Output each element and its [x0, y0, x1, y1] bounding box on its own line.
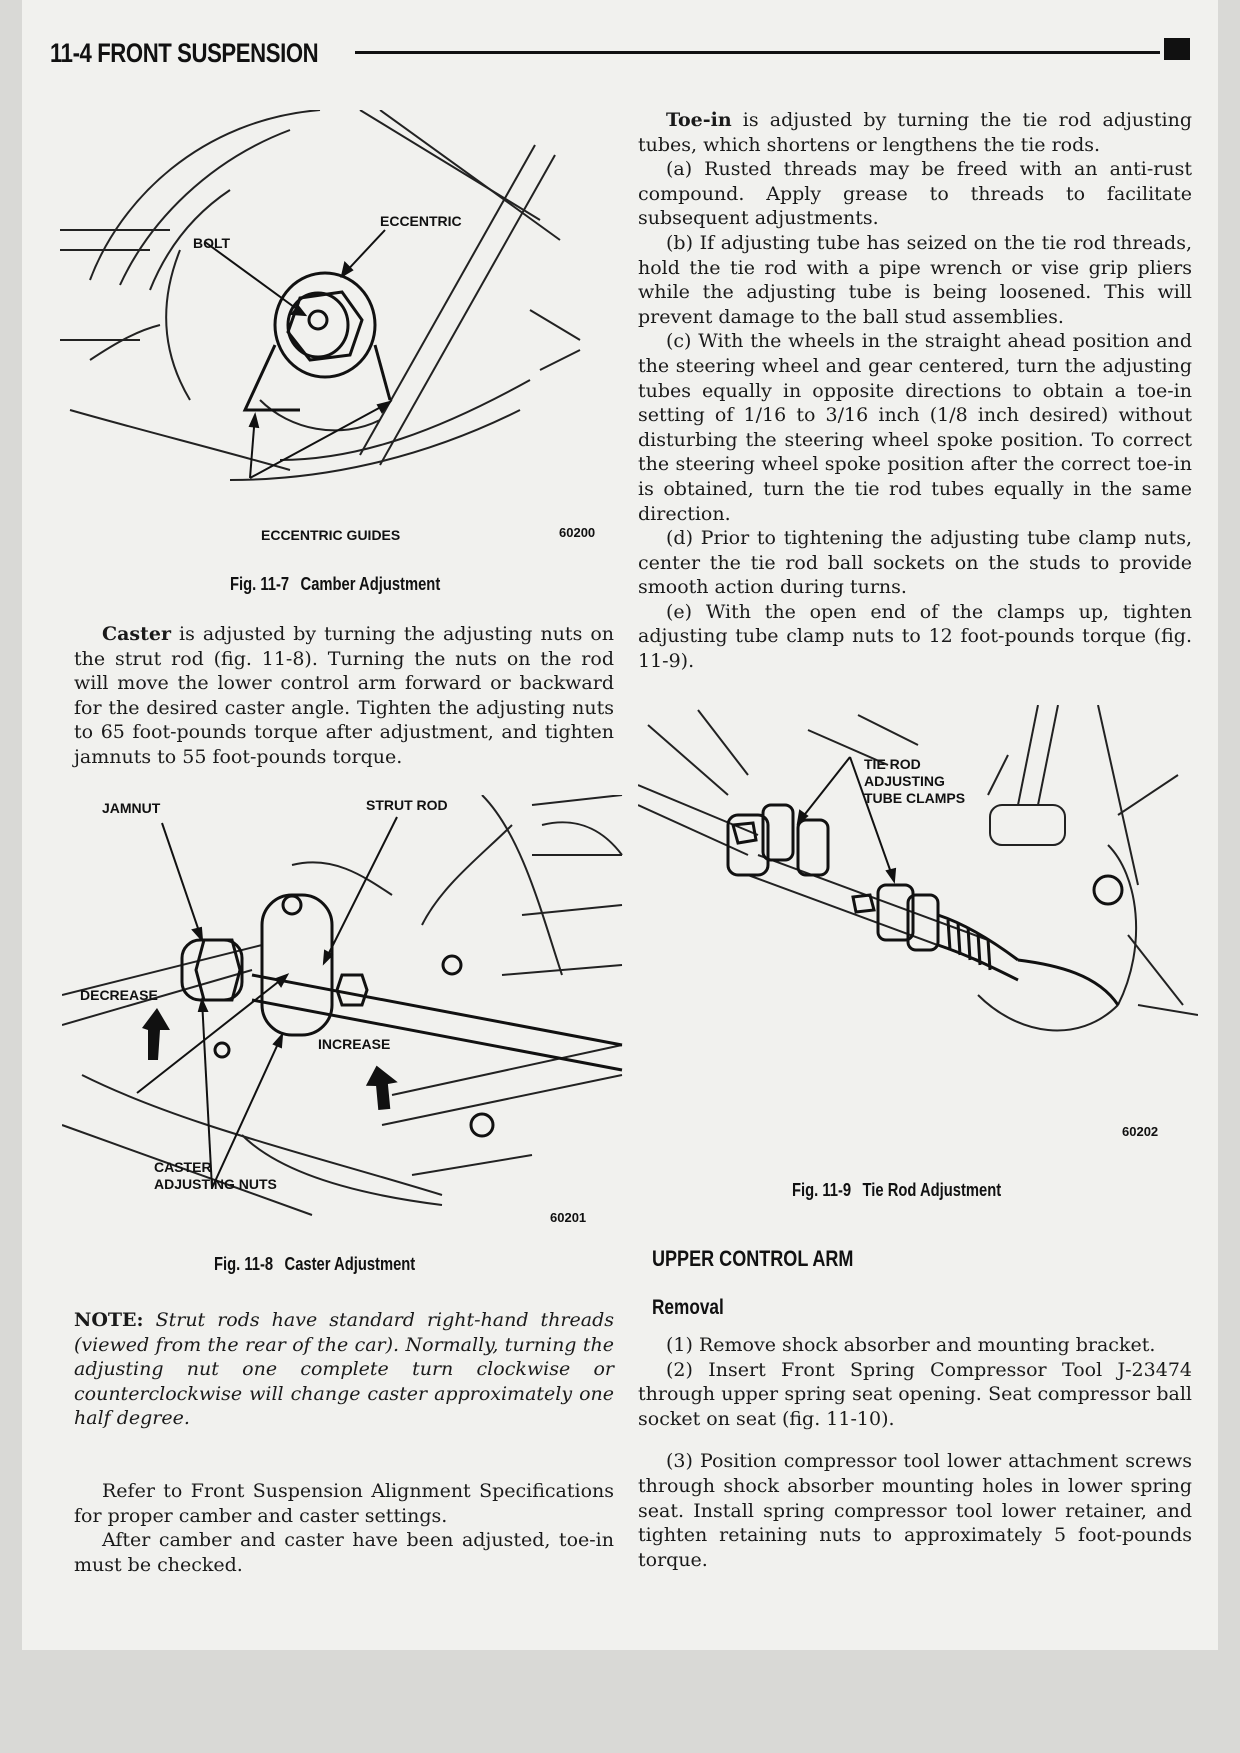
right-column-top — [638, 108, 1192, 674]
removal-step-2: (2) Insert Front Spring Compressor Tool J-23474 through upper spring seat opening. Seat compressor ball socket on seat (fig. 11-10). — [638, 1358, 1192, 1430]
step-b: (b) If adjusting tube has seized on the tie rod threads, hold the tie rod with a pipe wrench or vise grip pliers while the adjusting tube is being loosened. This will prevent damage to the ball stud assemblies. — [638, 231, 1192, 328]
note-paragraph — [74, 1308, 614, 1431]
caption-title: Tie Rod Adjustment — [862, 1180, 1002, 1200]
caption-fig-11-8 — [214, 1254, 415, 1275]
right-column-bottom — [638, 1333, 1192, 1572]
caster-text: is adjusted by turning the adjusting nuts on the strut rod (fig. 11-8). Turning the nuts on the rod will move the lower control arm forward or backward for the desired caster angle. Tighten the adjusting nuts to 65 foot-pounds torque after adjustment, and tighten jamnuts to 55 foot-pounds torque. — [74, 623, 614, 768]
removal-step-3: (3) Position compressor tool lower attachment screws through shock absorber mounting holes in lower spring seat. Install spring compressor tool lower retainer, and tighten retaining nuts to approximately 5 foot-pounds torque. — [638, 1450, 1192, 1571]
step-e: (e) With the open end of the clamps up, tighten adjusting tube clamp nuts to 12 foot-pounds torque (fig. 11-9). — [638, 600, 1192, 673]
caster-illustration — [62, 795, 632, 1235]
label-caster: CASTER — [154, 1159, 212, 1175]
step-a: (a) Rusted threads may be freed with an anti-rust compound. Apply grease to threads to facilitate subsequent adjustments. — [638, 158, 1192, 230]
page-title: 11-4 FRONT SUSPENSION — [50, 38, 319, 68]
toe-in-lead: Toe-in — [666, 109, 732, 131]
figure-11-8 — [62, 795, 632, 1235]
label-eccentric-guides: ECCENTRIC GUIDES — [261, 527, 401, 543]
caption-fig-11-7 — [230, 574, 440, 595]
caster-lead: Caster — [102, 623, 172, 645]
subheading-removal: Removal — [652, 1296, 724, 1319]
caster-paragraph — [74, 622, 614, 770]
label-bolt: BOLT — [193, 235, 231, 251]
label-adjusting-nuts: ADJUSTING NUTS — [154, 1176, 277, 1192]
toe-in-text: is adjusted by turning the tie rod adjusting tubes, which shortens or lengthens the tie rods. — [638, 109, 1192, 156]
increase-arrow-icon — [363, 1063, 402, 1113]
caption-number: Fig. 11-7 — [230, 574, 290, 594]
decrease-arrow-icon — [142, 1008, 170, 1060]
label-decrease: DECREASE — [80, 987, 158, 1003]
figure-11-7 — [60, 110, 620, 550]
section-marker-icon — [1164, 38, 1190, 60]
refer-paragraph: Refer to Front Suspension Alignment Specifications for proper camber and caster settings. — [74, 1479, 614, 1527]
left-column-top — [74, 622, 614, 770]
caption-number: Fig. 11-8 — [214, 1254, 274, 1274]
caption-title: Caster Adjustment — [284, 1254, 416, 1274]
removal-step-1: (1) Remove shock absorber and mounting bracket. — [666, 1334, 1156, 1356]
camber-illustration — [60, 110, 620, 550]
page-header — [50, 34, 1190, 74]
note-text: Strut rods have standard right-hand threads (viewed from the rear of the car). Normally, turning the adjusting nut one complete turn clockwise or counterclockwise will change caster approximately one half degree. — [74, 1309, 614, 1430]
toe-in-paragraph — [638, 108, 1192, 157]
caption-number: Fig. 11-9 — [792, 1180, 852, 1200]
figure-number-60201: 60201 — [550, 1210, 587, 1225]
figure-number-60202: 60202 — [1122, 1124, 1159, 1139]
section-heading-upper-control-arm: UPPER CONTROL ARM — [652, 1246, 854, 1271]
label-eccentric: ECCENTRIC — [380, 213, 462, 229]
figure-number-60200: 60200 — [559, 525, 596, 540]
label-increase: INCREASE — [318, 1036, 391, 1052]
manual-page — [22, 0, 1218, 1650]
caption-fig-11-9 — [792, 1180, 1001, 1201]
label-jamnut: JAMNUT — [102, 800, 161, 816]
header-rule — [355, 51, 1160, 54]
label-tie-rod: TIE ROD — [864, 756, 921, 772]
label-strut-rod: STRUT ROD — [366, 797, 448, 813]
figure-11-9 — [638, 705, 1198, 1145]
step-d: (d) Prior to tightening the adjusting tube clamp nuts, center the tie rod ball sockets on the studs to provide smooth action during turns. — [638, 527, 1192, 599]
label-adjusting: ADJUSTING — [864, 773, 945, 789]
label-tube-clamps: TUBE CLAMPS — [864, 790, 966, 806]
note-lead: NOTE: — [74, 1309, 144, 1331]
tie-rod-illustration — [638, 705, 1198, 1145]
left-column-bottom — [74, 1308, 614, 1577]
after-paragraph: After camber and caster have been adjusted, toe-in must be checked. — [74, 1529, 614, 1576]
step-c: (c) With the wheels in the straight ahead position and the steering wheel and gear centered, turn the adjusting tubes equally in opposite directions to obtain a toe-in setting of 1/16 to 3/16 inch (1/8 inch desired) without disturbing the steering wheel spoke position. To correct the steering wheel spoke position after the correct toe-in is obtained, turn the tie rod tubes equally in the same direction. — [638, 330, 1192, 525]
caption-title: Camber Adjustment — [300, 574, 441, 594]
